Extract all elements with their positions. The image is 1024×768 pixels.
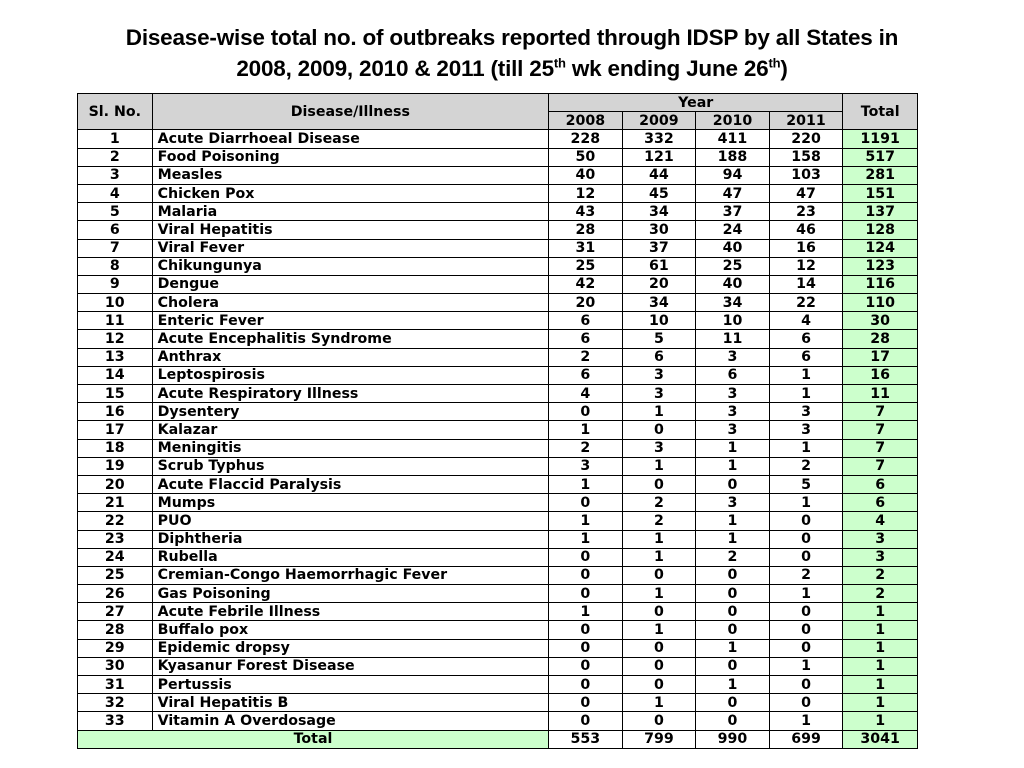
cell-sl-no: 12 [78, 330, 153, 348]
cell-sl-no: 28 [78, 621, 153, 639]
cell-sl-no: 14 [78, 366, 153, 384]
cell-total: 16 [843, 366, 918, 384]
cell-2010: 3 [696, 385, 770, 403]
cell-2011: 0 [769, 603, 843, 621]
cell-sl-no: 32 [78, 694, 153, 712]
cell-disease: Acute Respiratory Illness [152, 385, 548, 403]
table-row [78, 312, 918, 330]
header-year-2011: 2011 [769, 112, 843, 130]
table-body [78, 130, 918, 730]
cell-2009: 20 [622, 275, 696, 293]
cell-2011: 158 [769, 148, 843, 166]
cell-2010: 411 [696, 130, 770, 148]
cell-2009: 6 [622, 348, 696, 366]
cell-2008: 2 [549, 348, 623, 366]
cell-2008: 25 [549, 257, 623, 275]
table-header [78, 94, 918, 130]
cell-total: 116 [843, 275, 918, 293]
cell-total: 110 [843, 294, 918, 312]
cell-2009: 3 [622, 439, 696, 457]
table-row [78, 585, 918, 603]
cell-2010: 0 [696, 694, 770, 712]
cell-2009: 2 [622, 512, 696, 530]
cell-total: 123 [843, 257, 918, 275]
cell-disease: Rubella [152, 548, 548, 566]
grand-total: 3041 [843, 730, 918, 748]
table-row [78, 221, 918, 239]
cell-sl-no: 6 [78, 221, 153, 239]
title-line-2a: 2008, 2009, 2010 & 2011 (till 25 [236, 56, 554, 81]
cell-2009: 1 [622, 530, 696, 548]
table-row [78, 657, 918, 675]
cell-2008: 50 [549, 148, 623, 166]
cell-2008: 31 [549, 239, 623, 257]
cell-2008: 0 [549, 694, 623, 712]
title-sup-1: th [553, 55, 566, 71]
cell-2011: 0 [769, 512, 843, 530]
table-row [78, 676, 918, 694]
cell-2009: 1 [622, 403, 696, 421]
cell-total: 124 [843, 239, 918, 257]
cell-2011: 12 [769, 257, 843, 275]
cell-total: 11 [843, 385, 918, 403]
cell-2008: 0 [549, 712, 623, 730]
cell-2010: 34 [696, 294, 770, 312]
cell-total: 517 [843, 148, 918, 166]
cell-sl-no: 23 [78, 530, 153, 548]
cell-2008: 42 [549, 275, 623, 293]
cell-disease: Cremian-Congo Haemorrhagic Fever [152, 566, 548, 584]
cell-2009: 45 [622, 184, 696, 202]
cell-disease: Dengue [152, 275, 548, 293]
cell-2009: 0 [622, 475, 696, 493]
cell-sl-no: 21 [78, 494, 153, 512]
table-row [78, 257, 918, 275]
total-label: Total [78, 730, 549, 748]
cell-2009: 44 [622, 166, 696, 184]
cell-2010: 3 [696, 403, 770, 421]
cell-2008: 1 [549, 512, 623, 530]
cell-disease: Scrub Typhus [152, 457, 548, 475]
cell-disease: Epidemic dropsy [152, 639, 548, 657]
cell-2011: 103 [769, 166, 843, 184]
cell-2011: 0 [769, 621, 843, 639]
cell-2011: 3 [769, 421, 843, 439]
cell-2010: 40 [696, 275, 770, 293]
table-row [78, 275, 918, 293]
cell-total: 4 [843, 512, 918, 530]
total-2009: 799 [622, 730, 696, 748]
cell-2009: 34 [622, 294, 696, 312]
cell-2009: 5 [622, 330, 696, 348]
cell-2011: 1 [769, 657, 843, 675]
table-row [78, 621, 918, 639]
cell-2009: 61 [622, 257, 696, 275]
cell-total: 1 [843, 603, 918, 621]
table-row [78, 494, 918, 512]
table-row [78, 475, 918, 493]
cell-sl-no: 25 [78, 566, 153, 584]
table-row [78, 457, 918, 475]
cell-2009: 0 [622, 676, 696, 694]
cell-2011: 5 [769, 475, 843, 493]
cell-disease: Kalazar [152, 421, 548, 439]
cell-disease: Acute Flaccid Paralysis [152, 475, 548, 493]
cell-sl-no: 10 [78, 294, 153, 312]
cell-sl-no: 33 [78, 712, 153, 730]
cell-2010: 3 [696, 421, 770, 439]
cell-2009: 2 [622, 494, 696, 512]
cell-2009: 0 [622, 421, 696, 439]
cell-2011: 16 [769, 239, 843, 257]
cell-2011: 1 [769, 494, 843, 512]
cell-total: 3 [843, 530, 918, 548]
table-row [78, 166, 918, 184]
cell-2011: 6 [769, 348, 843, 366]
cell-sl-no: 9 [78, 275, 153, 293]
cell-total: 2 [843, 585, 918, 603]
total-2008: 553 [549, 730, 623, 748]
cell-2009: 1 [622, 621, 696, 639]
cell-2011: 3 [769, 403, 843, 421]
cell-2011: 0 [769, 548, 843, 566]
cell-sl-no: 2 [78, 148, 153, 166]
header-disease: Disease/Illness [152, 94, 548, 130]
cell-disease: Kyasanur Forest Disease [152, 657, 548, 675]
cell-2008: 1 [549, 475, 623, 493]
table-row [78, 239, 918, 257]
cell-disease: Measles [152, 166, 548, 184]
cell-2010: 0 [696, 712, 770, 730]
cell-2011: 1 [769, 712, 843, 730]
cell-total: 2 [843, 566, 918, 584]
cell-2008: 6 [549, 366, 623, 384]
cell-2008: 40 [549, 166, 623, 184]
cell-2008: 3 [549, 457, 623, 475]
cell-disease: Acute Diarrhoeal Disease [152, 130, 548, 148]
cell-2010: 0 [696, 657, 770, 675]
cell-2011: 47 [769, 184, 843, 202]
cell-disease: PUO [152, 512, 548, 530]
cell-total: 7 [843, 403, 918, 421]
table-row [78, 712, 918, 730]
cell-sl-no: 8 [78, 257, 153, 275]
cell-2008: 0 [549, 548, 623, 566]
cell-2008: 1 [549, 530, 623, 548]
cell-2010: 24 [696, 221, 770, 239]
cell-2009: 3 [622, 385, 696, 403]
table-row [78, 130, 918, 148]
table-row [78, 439, 918, 457]
cell-sl-no: 27 [78, 603, 153, 621]
cell-2010: 94 [696, 166, 770, 184]
cell-total: 1 [843, 621, 918, 639]
header-year-2010: 2010 [696, 112, 770, 130]
page-title [40, 22, 984, 84]
header-year-2009: 2009 [622, 112, 696, 130]
cell-disease: Chikungunya [152, 257, 548, 275]
cell-2008: 1 [549, 603, 623, 621]
cell-2011: 0 [769, 694, 843, 712]
cell-2009: 121 [622, 148, 696, 166]
cell-sl-no: 20 [78, 475, 153, 493]
cell-sl-no: 19 [78, 457, 153, 475]
cell-2008: 43 [549, 203, 623, 221]
cell-2009: 0 [622, 712, 696, 730]
cell-2010: 1 [696, 639, 770, 657]
cell-disease: Chicken Pox [152, 184, 548, 202]
table-row [78, 421, 918, 439]
cell-disease: Malaria [152, 203, 548, 221]
cell-2011: 22 [769, 294, 843, 312]
cell-2010: 3 [696, 348, 770, 366]
cell-2010: 2 [696, 548, 770, 566]
cell-2009: 0 [622, 639, 696, 657]
table-row [78, 566, 918, 584]
total-2011: 699 [769, 730, 843, 748]
table-row [78, 348, 918, 366]
cell-2008: 0 [549, 621, 623, 639]
cell-disease: Pertussis [152, 676, 548, 694]
cell-2008: 0 [549, 566, 623, 584]
cell-2011: 1 [769, 366, 843, 384]
table-row [78, 330, 918, 348]
cell-total: 151 [843, 184, 918, 202]
table-row [78, 530, 918, 548]
cell-2011: 4 [769, 312, 843, 330]
cell-2011: 2 [769, 457, 843, 475]
cell-disease: Acute Febrile Illness [152, 603, 548, 621]
cell-2009: 0 [622, 603, 696, 621]
cell-total: 6 [843, 494, 918, 512]
cell-2009: 1 [622, 585, 696, 603]
cell-2008: 12 [549, 184, 623, 202]
cell-total: 281 [843, 166, 918, 184]
table-row [78, 203, 918, 221]
cell-2009: 0 [622, 566, 696, 584]
cell-2010: 0 [696, 603, 770, 621]
cell-2009: 1 [622, 457, 696, 475]
table-row [78, 184, 918, 202]
table-row [78, 148, 918, 166]
cell-2011: 6 [769, 330, 843, 348]
cell-total: 7 [843, 439, 918, 457]
header-total: Total [843, 94, 918, 130]
cell-2011: 14 [769, 275, 843, 293]
cell-2010: 11 [696, 330, 770, 348]
cell-total: 1 [843, 657, 918, 675]
cell-disease: Acute Encephalitis Syndrome [152, 330, 548, 348]
cell-total: 17 [843, 348, 918, 366]
cell-sl-no: 22 [78, 512, 153, 530]
cell-2011: 0 [769, 676, 843, 694]
cell-2010: 40 [696, 239, 770, 257]
cell-2008: 20 [549, 294, 623, 312]
cell-sl-no: 3 [78, 166, 153, 184]
cell-2010: 25 [696, 257, 770, 275]
cell-sl-no: 7 [78, 239, 153, 257]
cell-2008: 0 [549, 403, 623, 421]
cell-total: 7 [843, 457, 918, 475]
cell-disease: Vitamin A Overdosage [152, 712, 548, 730]
title-line-2c: ) [780, 56, 788, 81]
cell-2009: 37 [622, 239, 696, 257]
cell-2008: 6 [549, 330, 623, 348]
title-line-2b: wk ending June 26 [565, 56, 769, 81]
header-year: Year [549, 94, 843, 112]
cell-2010: 10 [696, 312, 770, 330]
cell-2010: 0 [696, 621, 770, 639]
cell-disease: Viral Hepatitis [152, 221, 548, 239]
cell-2009: 1 [622, 694, 696, 712]
cell-total: 3 [843, 548, 918, 566]
cell-sl-no: 18 [78, 439, 153, 457]
cell-2010: 0 [696, 566, 770, 584]
table-row [78, 512, 918, 530]
cell-sl-no: 4 [78, 184, 153, 202]
cell-disease: Meningitis [152, 439, 548, 457]
cell-total: 1 [843, 676, 918, 694]
cell-2009: 30 [622, 221, 696, 239]
cell-2011: 1 [769, 585, 843, 603]
cell-sl-no: 31 [78, 676, 153, 694]
cell-disease: Viral Fever [152, 239, 548, 257]
cell-2009: 0 [622, 657, 696, 675]
cell-2008: 228 [549, 130, 623, 148]
cell-2010: 1 [696, 512, 770, 530]
cell-2008: 28 [549, 221, 623, 239]
cell-2010: 1 [696, 530, 770, 548]
cell-sl-no: 17 [78, 421, 153, 439]
cell-total: 1 [843, 712, 918, 730]
cell-2010: 1 [696, 457, 770, 475]
cell-2008: 0 [549, 657, 623, 675]
cell-2008: 1 [549, 421, 623, 439]
cell-2010: 6 [696, 366, 770, 384]
cell-disease: Buffalo pox [152, 621, 548, 639]
cell-sl-no: 1 [78, 130, 153, 148]
cell-total: 1 [843, 639, 918, 657]
cell-2010: 0 [696, 585, 770, 603]
cell-total: 137 [843, 203, 918, 221]
cell-2008: 0 [549, 639, 623, 657]
cell-2009: 1 [622, 548, 696, 566]
cell-total: 7 [843, 421, 918, 439]
cell-disease: Viral Hepatitis B [152, 694, 548, 712]
cell-2010: 1 [696, 676, 770, 694]
total-row [78, 730, 918, 748]
cell-2008: 0 [549, 494, 623, 512]
cell-sl-no: 15 [78, 385, 153, 403]
cell-2011: 0 [769, 639, 843, 657]
cell-total: 1191 [843, 130, 918, 148]
header-year-2008: 2008 [549, 112, 623, 130]
cell-total: 1 [843, 694, 918, 712]
outbreaks-table [77, 93, 918, 749]
cell-2009: 3 [622, 366, 696, 384]
cell-2009: 332 [622, 130, 696, 148]
cell-2011: 0 [769, 530, 843, 548]
cell-2011: 23 [769, 203, 843, 221]
cell-sl-no: 5 [78, 203, 153, 221]
cell-sl-no: 24 [78, 548, 153, 566]
cell-2010: 1 [696, 439, 770, 457]
cell-disease: Diphtheria [152, 530, 548, 548]
title-sup-2: th [768, 55, 781, 71]
cell-total: 128 [843, 221, 918, 239]
cell-2011: 2 [769, 566, 843, 584]
header-sl-no: Sl. No. [78, 94, 153, 130]
table-row [78, 548, 918, 566]
total-2010: 990 [696, 730, 770, 748]
table-row [78, 639, 918, 657]
cell-disease: Anthrax [152, 348, 548, 366]
cell-2009: 10 [622, 312, 696, 330]
table-row [78, 366, 918, 384]
cell-2011: 46 [769, 221, 843, 239]
cell-2010: 3 [696, 494, 770, 512]
cell-2011: 1 [769, 385, 843, 403]
title-line-1: Disease-wise total no. of outbreaks reported through IDSP by all States in [125, 25, 899, 50]
cell-total: 6 [843, 475, 918, 493]
cell-sl-no: 16 [78, 403, 153, 421]
cell-2010: 37 [696, 203, 770, 221]
cell-2010: 0 [696, 475, 770, 493]
cell-sl-no: 29 [78, 639, 153, 657]
cell-disease: Leptospirosis [152, 366, 548, 384]
cell-disease: Mumps [152, 494, 548, 512]
cell-2008: 4 [549, 385, 623, 403]
cell-sl-no: 30 [78, 657, 153, 675]
cell-2008: 6 [549, 312, 623, 330]
cell-total: 30 [843, 312, 918, 330]
table-footer [78, 730, 918, 748]
table-row [78, 385, 918, 403]
cell-2008: 0 [549, 676, 623, 694]
cell-sl-no: 13 [78, 348, 153, 366]
cell-disease: Enteric Fever [152, 312, 548, 330]
cell-sl-no: 26 [78, 585, 153, 603]
table-row [78, 403, 918, 421]
cell-disease: Gas Poisoning [152, 585, 548, 603]
cell-2008: 2 [549, 439, 623, 457]
cell-2010: 188 [696, 148, 770, 166]
cell-2008: 0 [549, 585, 623, 603]
cell-disease: Cholera [152, 294, 548, 312]
cell-disease: Food Poisoning [152, 148, 548, 166]
cell-disease: Dysentery [152, 403, 548, 421]
cell-2011: 1 [769, 439, 843, 457]
cell-2009: 34 [622, 203, 696, 221]
cell-2010: 47 [696, 184, 770, 202]
cell-total: 28 [843, 330, 918, 348]
table-row [78, 294, 918, 312]
table-row [78, 694, 918, 712]
table-row [78, 603, 918, 621]
cell-sl-no: 11 [78, 312, 153, 330]
cell-2011: 220 [769, 130, 843, 148]
